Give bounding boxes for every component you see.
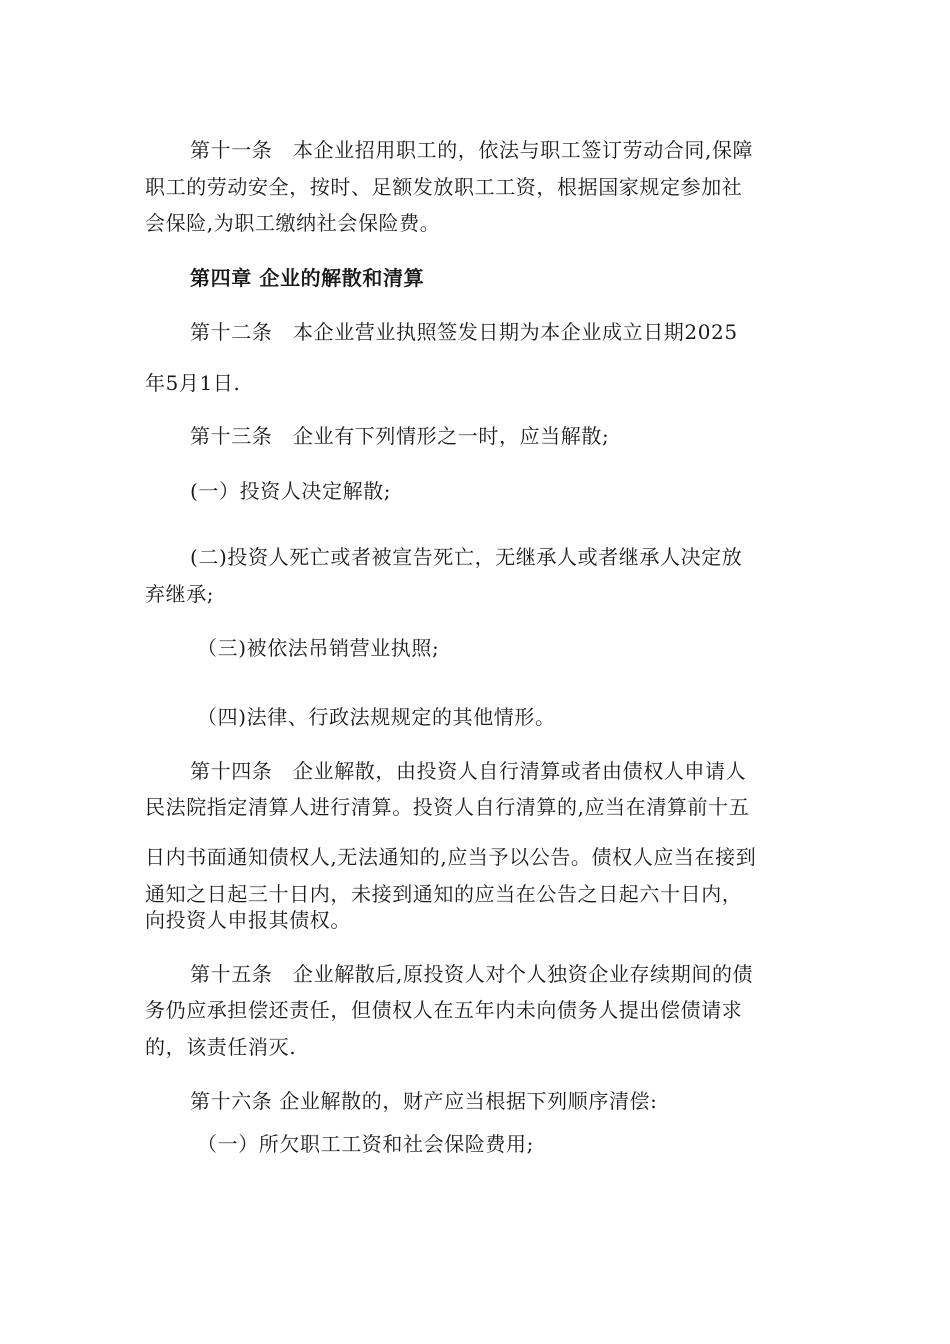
article-14-line-2: 民法院指定清算人进行清算。投资人自行清算的,应当在清算前十五 <box>145 795 750 819</box>
article-13-item-4: （四)法律、行政法规规定的其他情形。 <box>197 705 556 729</box>
article-11-line-2: 职工的劳动安全，按时、足额发放职工工资，根据国家规定参加社 <box>145 175 743 199</box>
article-11-line-1: 第十一条 本企业招用职工的，依法与职工签订劳动合同,保障 <box>190 138 754 162</box>
article-16-line-1: 第十六条 企业解散的，财产应当根据下列顺序清偿: <box>190 1089 658 1113</box>
article-14-line-1: 第十四条 企业解散，由投资人自行清算或者由债权人申请人 <box>190 759 747 783</box>
article-14-line-4: 通知之日起三十日内，未接到通知的应当在公告之日起六十日内， <box>145 882 743 906</box>
article-13-item-1: (一）投资人决定解散; <box>190 479 392 503</box>
article-13-item-2-line-1: (二)投资人死亡或者被宣告死亡，无继承人或者继承人决定放 <box>190 545 743 569</box>
article-12-line-1: 第十二条 本企业营业执照签发日期为本企业成立日期2025 <box>190 320 738 344</box>
article-13-item-3: （三)被依法吊销营业执照; <box>197 636 440 660</box>
article-15-line-3: 的，该责任消灭. <box>145 1035 297 1059</box>
article-15-line-1: 第十五条 企业解散后,原投资人对个人独资企业存续期间的债 <box>190 962 754 986</box>
article-16-item-1: （一）所欠职工工资和社会保险费用; <box>197 1132 534 1156</box>
article-14-line-5: 向投资人申报其债权。 <box>145 908 351 932</box>
article-15-line-2: 务仍应承担偿还责任，但债权人在五年内未向债务人提出偿债请求 <box>145 998 743 1022</box>
article-12-line-2: 年5月1日. <box>145 371 241 395</box>
article-13-item-2-line-2: 弃继承; <box>145 582 215 606</box>
article-13-line-1: 第十三条 企业有下列情形之一时，应当解散; <box>190 424 610 448</box>
chapter-4-heading: 第四章 企业的解散和清算 <box>190 266 425 290</box>
article-14-line-3: 日内书面通知债权人,无法通知的,应当予以公告。债权人应当在接到 <box>145 845 757 869</box>
article-11-line-3: 会保险,为职工缴纳社会保险费。 <box>145 211 441 235</box>
